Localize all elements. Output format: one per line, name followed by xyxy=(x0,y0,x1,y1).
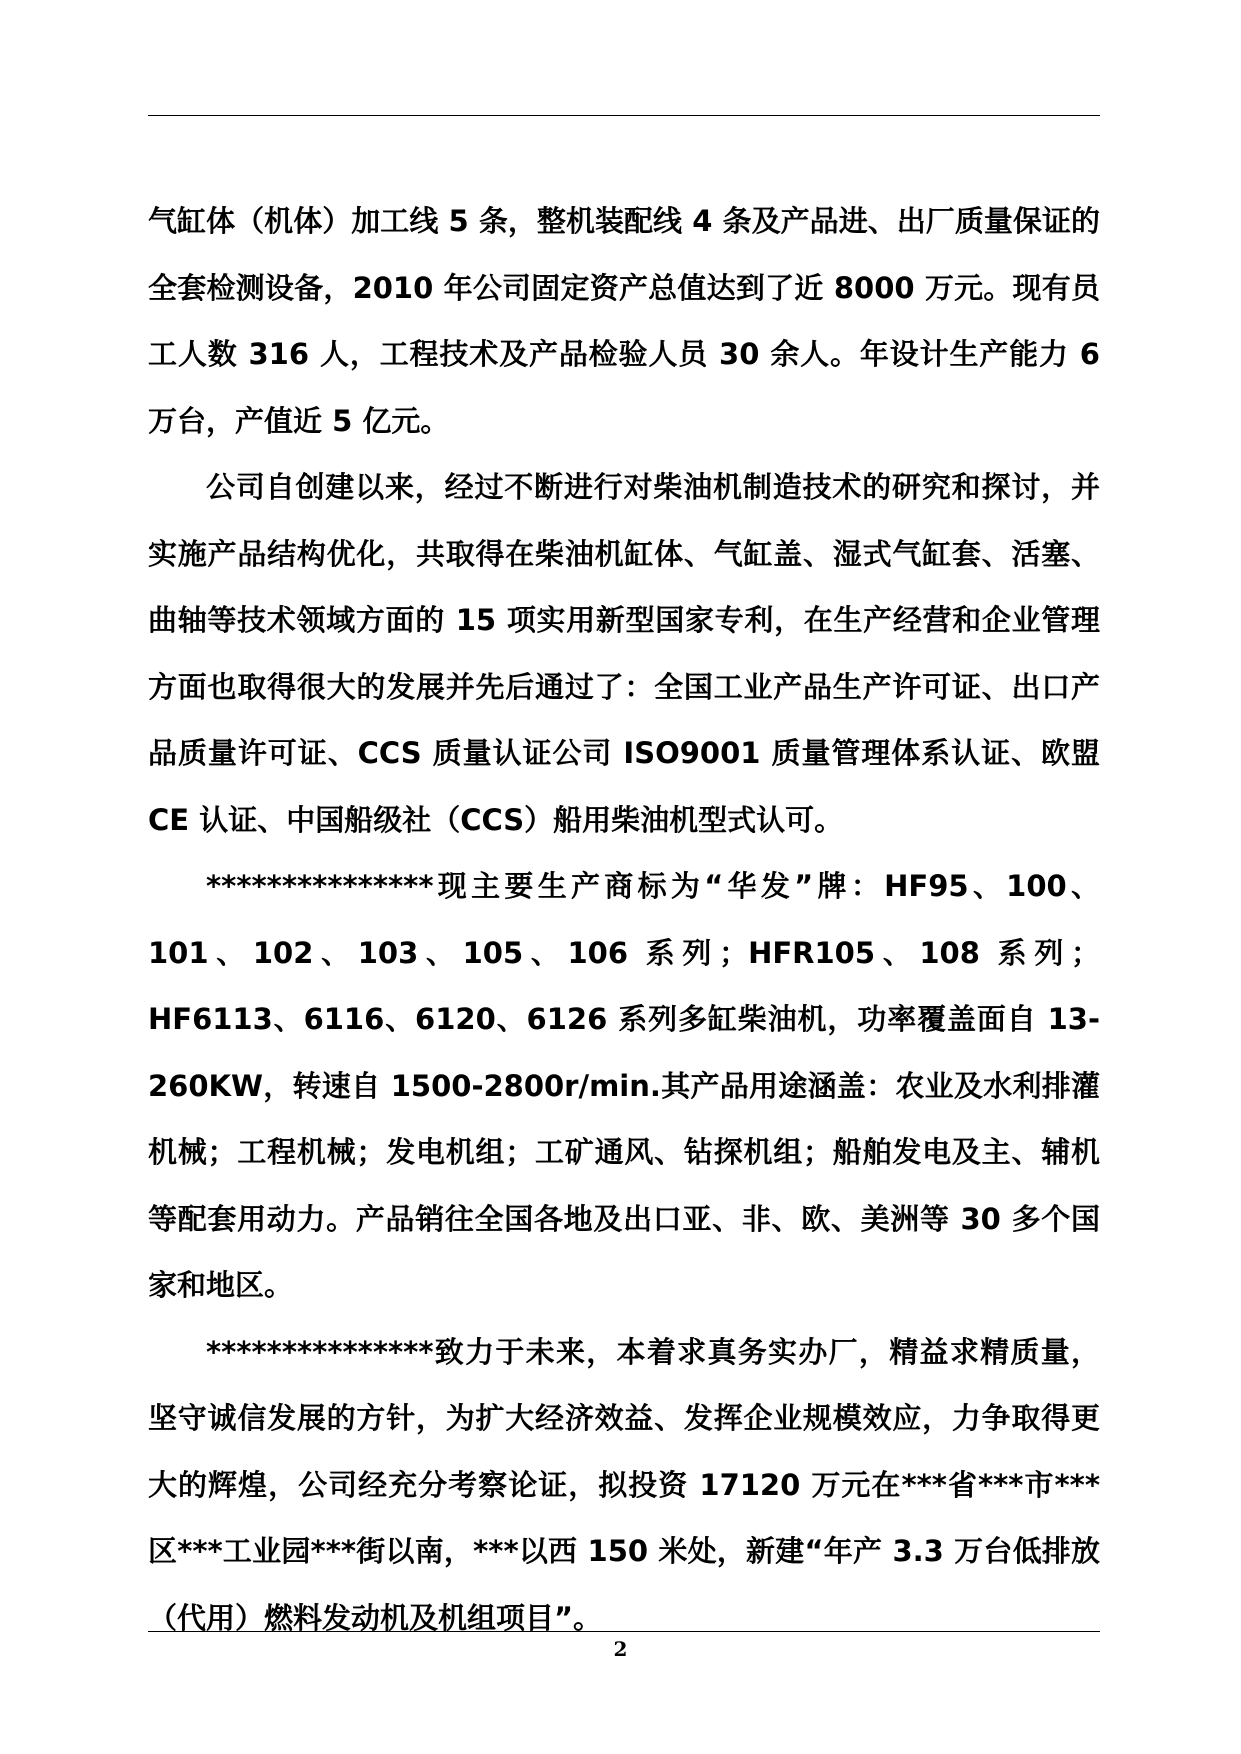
footer-rule xyxy=(148,1631,1100,1632)
paragraph-4: ***************致力于未来，本着求真务实办厂，精益求精质量，坚守诚信发展的方针，为扩大经济效益、发挥企业规模效应，力争取得更大的辉煌，公司经充分考察论证，拟投资 17120 万元在***省***市***区***工业园***街以南，***以西 150 米处，新建“年产 3.3 万台低排放（代用）燃料发动机及机组项目”。 xyxy=(148,1334,1100,1635)
paragraph-1: 气缸体（机体）加工线 5 条，整机装配线 4 条及产品进、出厂质量保证的全套检测设备，2010 年公司固定资产总值达到了近 8000 万元。现有员工人数 316 人，工程技术及产品检验人员 30 余人。年设计生产能力 6 万台，产值近 5 亿元。 xyxy=(148,204,1100,438)
page-number: 2 xyxy=(613,1637,628,1661)
paragraph-3: ***************现主要生产商标为“华发”牌：HF95、100、101、102、103、105、106 系列；HFR105、108 系列；HF6113、6116、6120、6126 系列多缸柴油机，功率覆盖面自 13-260KW，转速自 1500-2800r/min.其产品用途涵盖：农业及水利排灌机械；工程机械；发电机组；工矿通风、钻探机组；船舶发电及主、辅机等配套用动力。产品销往全国各地及出口亚、非、欧、美洲等 30 多个国家和地区。 xyxy=(148,869,1100,1302)
paragraph-2: 公司自创建以来，经过不断进行对柴油机制造技术的研究和探讨，并实施产品结构优化，共取得在柴油机缸体、气缸盖、湿式气缸套、活塞、曲轴等技术领域方面的 15 项实用新型国家专利，在生产经营和企业管理方面也取得很大的发展并先后通过了：全国工业产品生产许可证、出口产品质量许可证、CCS 质量认证公司 ISO9001 质量管理体系认证、欧盟 CE 认证、中国船级社（CCS）船用柴油机型式认可。 xyxy=(148,470,1100,837)
body-text xyxy=(148,188,1100,1651)
header-rule xyxy=(148,115,1100,116)
